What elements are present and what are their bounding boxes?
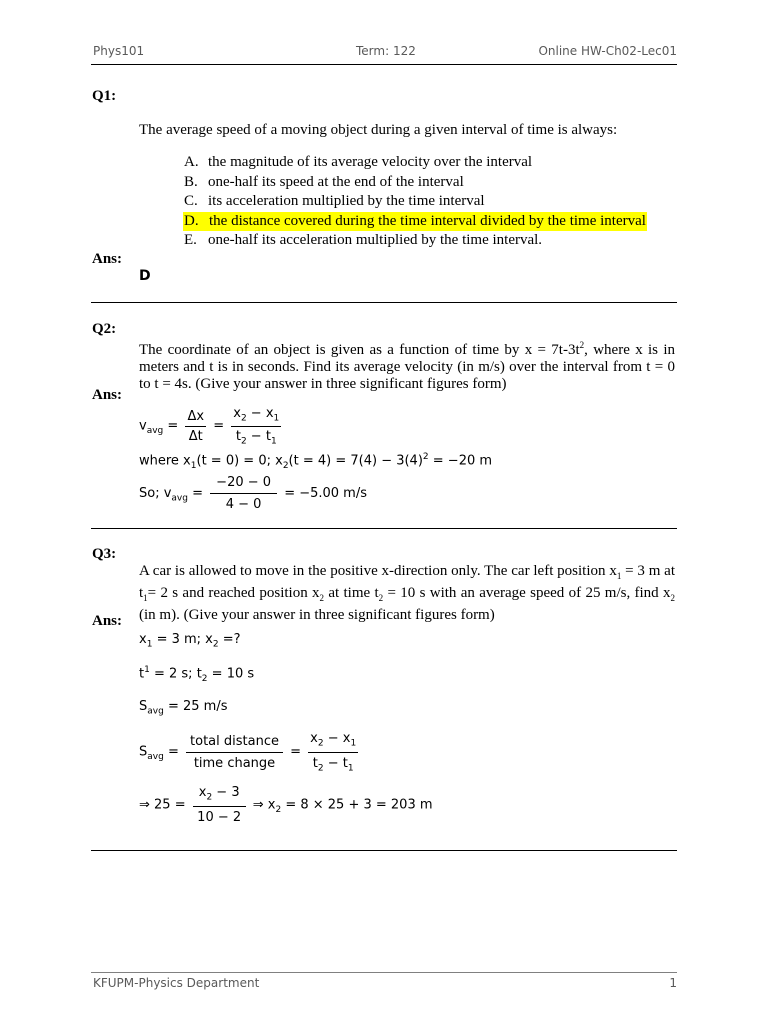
option-letter: E.: [184, 232, 197, 248]
option-text: one-half its speed at the end of the interval: [208, 173, 464, 190]
header-course: Phys101: [93, 44, 145, 58]
fraction-dx-dt: [185, 409, 206, 444]
q2-answer: = −5.00 m/s: [284, 486, 367, 501]
q2-formula-vavg: [139, 406, 284, 446]
q2-text-cont: , where x is in meters and t is in seconds. Find its average velocity (in m/s) over the interval from t = 0 to t = 4s. (Give your answer in three significant figures form): [139, 342, 676, 392]
denominator: Δt: [188, 428, 203, 444]
section-divider: [91, 528, 677, 529]
q2-where-line: where $x_1(t = 0) = 0$; $x_2(t = 4) = 7(4) - 3(4)^2 = -20$ m: [139, 452, 493, 471]
section-divider: [91, 302, 677, 303]
option-text: one-half its acceleration multiplied by the time interval.: [208, 232, 543, 248]
option-letter: C.: [184, 193, 198, 209]
q3-solution-line: ⇒ 25 = $\frac{x_2 - 3}{10 - 2}$ ⇒ $x_2 = 8 \times 25 + 3 = 203$ m: [139, 785, 433, 825]
q2-sup: 2: [579, 340, 585, 350]
numerator: total distance: [186, 734, 283, 753]
fraction-distance-time: [186, 734, 283, 771]
sym-v: v: [139, 418, 147, 434]
q2-ans-label: Ans:: [92, 387, 123, 403]
section-divider: [91, 850, 677, 851]
numerator: Δx: [185, 409, 206, 427]
q3-savg-formula: $S_{avg}$ = $\frac{\text{total distance}}{\text{time change}}$ = $\frac{x_2 - x_1}{t_2 - t_1}$: [139, 731, 357, 774]
header-title: Online HW-Ch02-Lec01: [538, 44, 677, 58]
denominator: $t_2 - t_1$: [235, 428, 277, 447]
q1-option-d-highlighted: [183, 212, 646, 232]
fraction-result: [210, 475, 277, 512]
q3-label: Q3:: [92, 546, 117, 562]
denominator: time change: [193, 755, 276, 771]
q3-ans-label: Ans:: [92, 613, 123, 629]
q1-label: Q1:: [92, 88, 117, 104]
numerator: $x_2 - x_1$: [231, 406, 281, 427]
fraction-x-t: $\frac{x_2 - x_1}{t_2 - t_1}$: [310, 731, 357, 774]
option-letter: B.: [184, 173, 198, 190]
q1-answer: D: [139, 268, 151, 284]
equals: =: [167, 418, 179, 434]
option-text: its acceleration multiplied by the time interval: [208, 193, 485, 209]
option-letter: D.: [184, 212, 199, 229]
fraction-x-t: [231, 406, 281, 446]
q1-ans-label: Ans:: [92, 251, 123, 267]
denominator: 4 − 0: [225, 497, 262, 512]
q3-answer: = 8 × 25 + 3 = 203 m: [281, 797, 433, 813]
q3-given-x: $x_1 = 3$ m; $x_2$ =?: [139, 632, 241, 650]
q2-result-line: So; $v_{avg}$ = $\frac{-20 - 0}{4 - 0}$ = −5.00 m/s: [139, 475, 367, 512]
q2-question: [139, 337, 675, 393]
fraction-solution: $\frac{x_2 - 3}{10 - 2}$: [193, 785, 246, 825]
option-text: the magnitude of its average velocity over the interval: [208, 154, 533, 170]
q2-label: Q2:: [92, 321, 117, 337]
option-letter: A.: [184, 154, 199, 170]
option-text: the distance covered during the time interval divided by the time interval: [209, 212, 646, 229]
footer-department: KFUPM-Physics Department: [93, 976, 260, 990]
footer-rule: [91, 972, 677, 973]
q3-given-t: $t^1 = 2$ s; $t_2 = 10$ s: [139, 665, 255, 684]
q3-question: A car is allowed to move in the positive x-direction only. The car left position $x_1 = 3$ m at $t_1= 2$ s and reached position $x_2$ at time $t_2 = 10$ s with an average speed of 25 m/s, find $x_2$ (in m). (Give your answer in three significant figures form): [139, 563, 676, 623]
numerator: −20 − 0: [210, 475, 277, 494]
q2-text: The coordinate of an object is given as a function of time by x = 7t-3t: [139, 342, 580, 358]
sub-avg: avg: [146, 426, 164, 437]
equals: =: [213, 418, 225, 434]
option-highlight: [183, 212, 647, 231]
page-number: 1: [669, 976, 677, 990]
q1-question: The average speed of a moving object during a given interval of time is always:: [139, 122, 618, 138]
header-term: Term: 122: [356, 44, 416, 58]
q3-given-savg: $S_{avg} = 25$ m/s: [139, 699, 228, 717]
header-rule: [91, 64, 677, 65]
